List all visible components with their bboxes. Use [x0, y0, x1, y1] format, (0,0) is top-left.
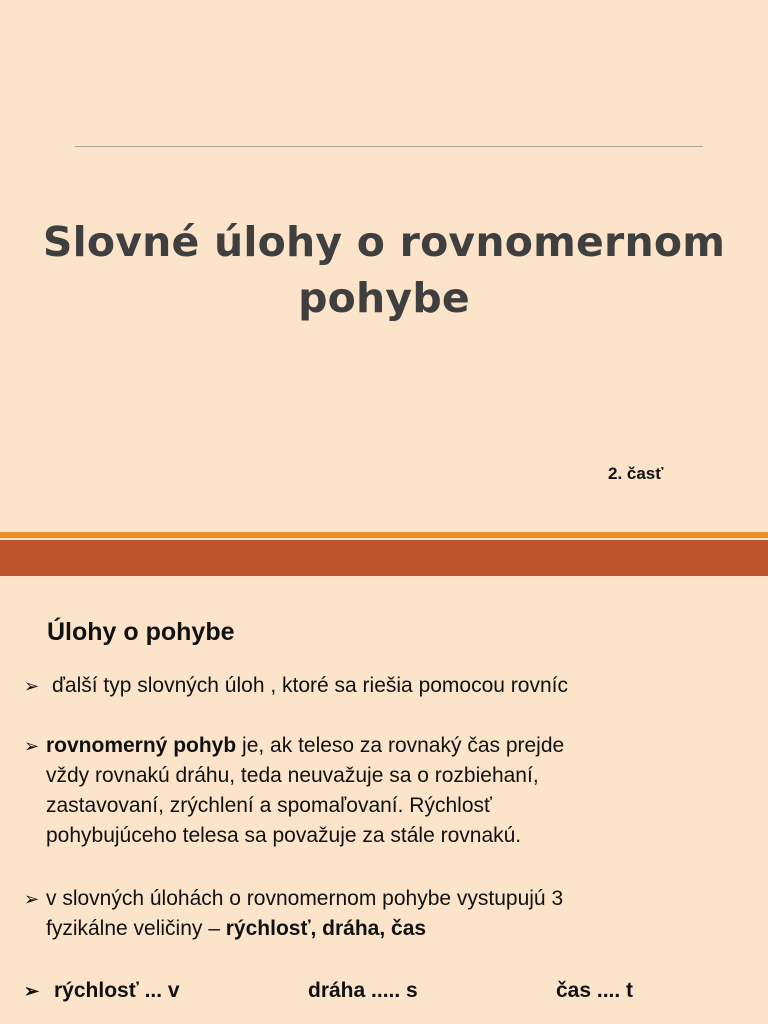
- distance-symbol: dráha ..... s: [308, 979, 418, 1002]
- title-line-2: pohybe: [298, 274, 470, 322]
- bold-term: rovnomerný pohyb: [46, 734, 237, 757]
- slide-title: [20, 214, 748, 326]
- bullet-text: ďalší typ slovných úloh , ktoré sa riešia pomocou rovníc: [52, 674, 568, 697]
- bullet-text: v slovných úlohách o rovnomernom pohybe vystupujú 3 fyzikálne veličiny – rýchlosť, dráha, čas: [46, 887, 564, 940]
- bold-terms: rýchlosť, dráha, čas: [225, 917, 427, 940]
- part-label: 2. časť: [608, 464, 664, 483]
- arrow-bullet-icon: ➢: [24, 736, 40, 756]
- arrow-bullet-icon: ➢: [24, 676, 40, 696]
- bullet-item: [24, 884, 563, 944]
- slide-heading: Úlohy o pohybe: [47, 618, 235, 646]
- bullet-item: [24, 976, 744, 1006]
- time-symbol: čas .... t: [556, 979, 634, 1002]
- bullet-item: [24, 671, 568, 701]
- content-slide: [0, 576, 768, 1024]
- velocity-symbol: rýchlosť ... v: [54, 979, 180, 1002]
- rust-band: [0, 540, 768, 576]
- variables-row: [54, 976, 744, 1006]
- bullet-item: [24, 731, 564, 851]
- top-divider: [75, 146, 703, 147]
- title-line-1: Slovné úlohy o rovnomernom: [42, 218, 726, 266]
- arrow-bullet-icon: ➢: [24, 889, 40, 909]
- arrow-bullet-icon: ➢: [24, 981, 40, 1001]
- bullet-text: rovnomerný pohyb je, ak teleso za rovnaký čas prejde vždy rovnakú dráhu, teda neuvažuje sa o rozbiehaní, zastavovaní, zrýchlení a spomaľovaní. Rýchlosť pohybujúceho telesa sa považuje za stále rovnakú.: [46, 734, 565, 847]
